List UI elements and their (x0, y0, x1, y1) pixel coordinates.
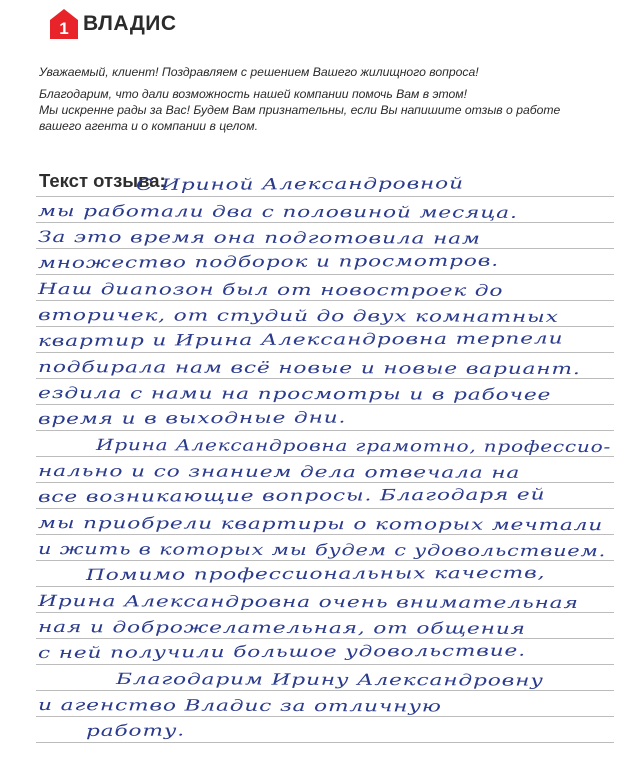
handwritten-line: и жить в которых мы будем с удовольствием. (38, 540, 607, 561)
handwritten-line: с ней получили большое удовольствие. (37, 641, 527, 662)
ruled-line (36, 614, 614, 639)
intro-request: Мы искренне рады за Вас! Будем Вам признательны, если Вы напишите отзыв о работе (39, 103, 561, 117)
intro-greeting: Уважаемый, клиент! Поздравляем с решением Вашего жилищного вопроса! (39, 65, 479, 79)
ruled-line (36, 276, 614, 301)
handwritten-line: ездила с нами на просмотры и в рабочее (38, 384, 552, 404)
handwritten-line: множество подборок и просмотров. (37, 251, 500, 272)
handwritten-line: Благодарим Ирину Александровну (116, 670, 544, 690)
ruled-line (36, 328, 614, 353)
handwritten-line: подбирала нам всё новые и новые вариант. (38, 358, 581, 379)
intro-request-cont: вашего агента и о компании в целом. (39, 119, 258, 133)
logo-digit: 1 (59, 19, 69, 38)
handwritten-line: С Ириной Александровной (135, 174, 464, 194)
ruled-line (36, 380, 614, 405)
ruled-line (36, 406, 614, 431)
ruled-line (36, 458, 614, 483)
handwritten-line: вторичек, от студий до двух комнатных (38, 306, 559, 326)
handwritten-line: все возникающие вопросы. Благодаря ей (37, 485, 546, 506)
ruled-line (36, 198, 614, 223)
handwritten-review (36, 170, 614, 770)
ruled-line (36, 250, 614, 275)
handwritten-line: За это время она подготовила нам (38, 228, 481, 248)
handwritten-line: квартир и Ирина Александровна терпели (37, 329, 564, 350)
ruled-line (36, 640, 614, 665)
handwritten-line: мы работали два с половиной месяца. (38, 202, 518, 222)
ruled-line (36, 562, 614, 587)
handwritten-line: Помимо профессиональных качеств, (85, 563, 546, 584)
brand-logo (49, 8, 177, 40)
ruled-line (36, 172, 614, 197)
handwritten-line: Ирина Александровна очень внимательная (38, 592, 579, 613)
ruled-line (36, 302, 614, 327)
handwritten-line: ная и доброжелательная, от общения (38, 618, 526, 638)
ruled-line (36, 666, 614, 691)
ruled-line (36, 692, 614, 717)
handwritten-line: работу. (85, 721, 186, 740)
brand-name: ВЛАДИС (83, 12, 177, 35)
ruled-line (36, 536, 614, 561)
ruled-line (36, 510, 614, 535)
intro-text (39, 64, 599, 140)
ruled-line (36, 432, 614, 457)
handwritten-line: Ирина Александровна грамотно, профессио- (96, 436, 612, 457)
intro-thanks: Благодарим, что дали возможность нашей компании помочь Вам в этом! (39, 87, 468, 101)
ruled-line (36, 354, 614, 379)
house-logo-icon (49, 8, 79, 40)
ruled-line (36, 484, 614, 509)
handwritten-line: мы приобрели квартиры о которых мечтали (38, 514, 604, 535)
ruled-line (36, 718, 614, 743)
handwritten-line: Наш диапозон был от новостроек до (38, 280, 504, 300)
ruled-line (36, 224, 614, 249)
review-title: Текст отзыва: (39, 170, 166, 191)
handwritten-line: и агенство Владис за отличную (38, 696, 442, 716)
handwritten-line: нально и со знанием дела отвечала на (38, 462, 521, 482)
handwritten-line: время и в выходные дни. (37, 408, 347, 428)
ruled-line (36, 588, 614, 613)
